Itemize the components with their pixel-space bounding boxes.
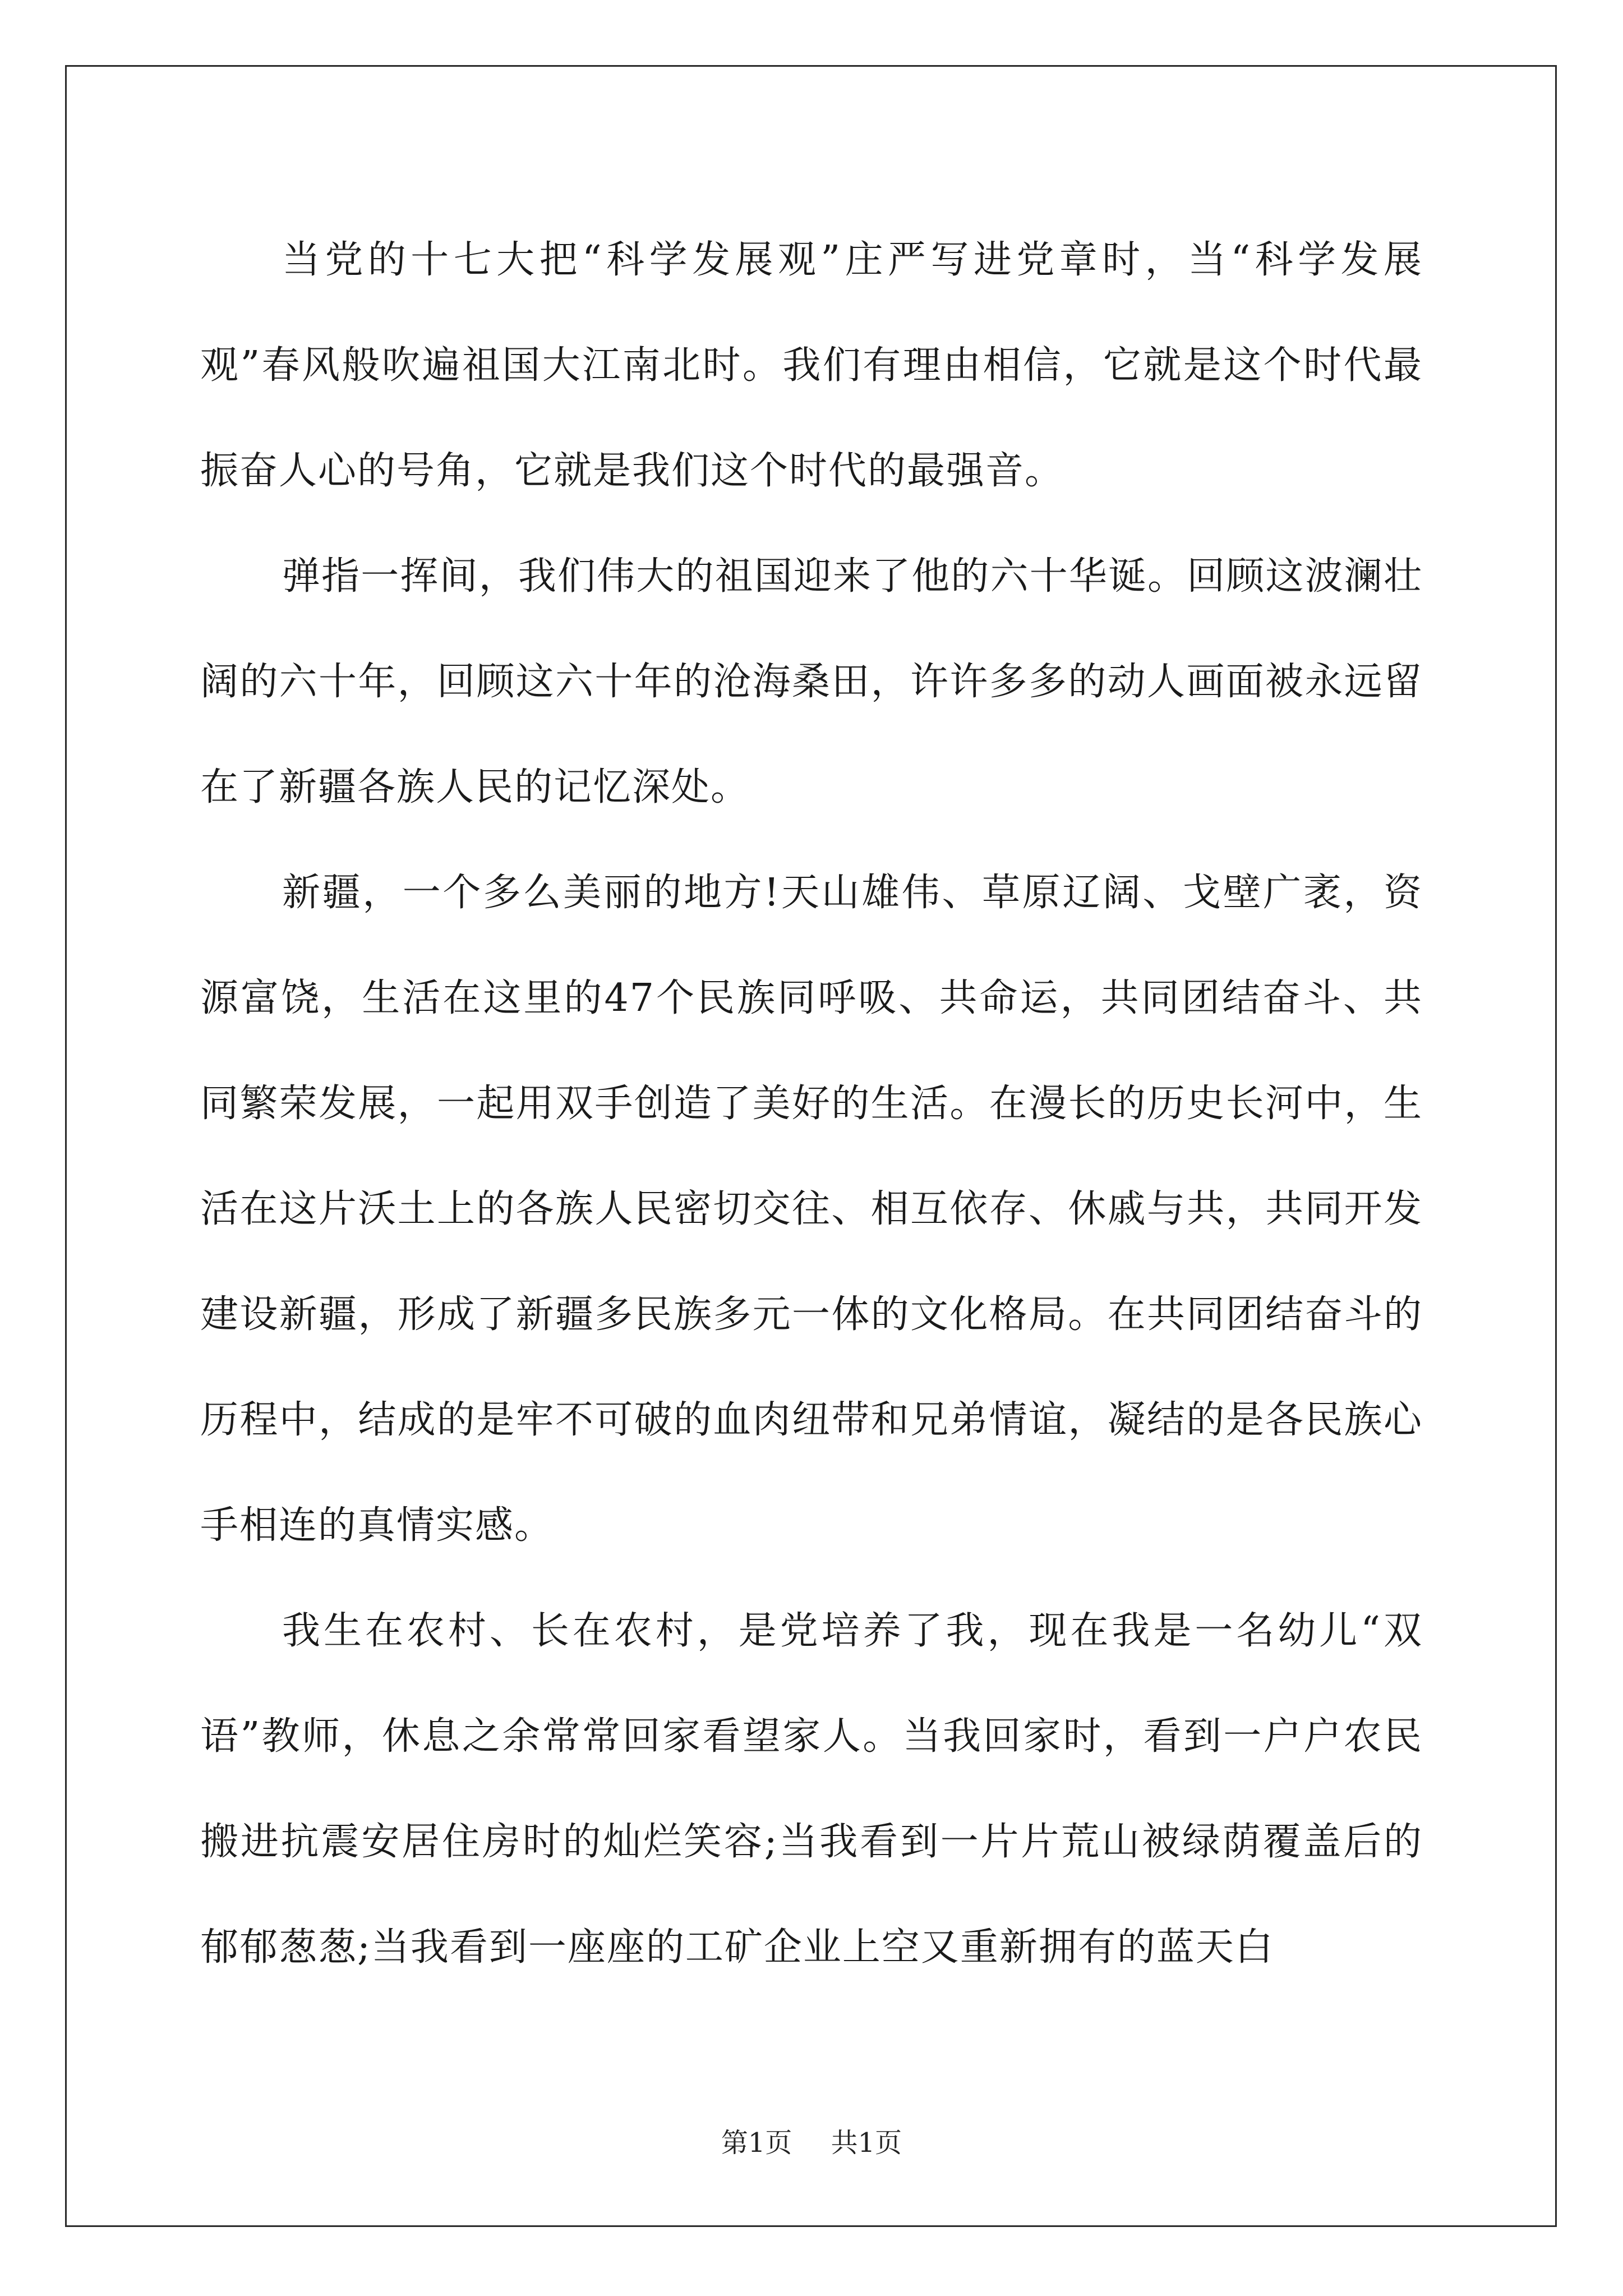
page-total: 共1页 (831, 2127, 902, 2159)
document-body (200, 208, 1423, 2000)
paragraph-3: 新疆，一个多么美丽的地方!天山雄伟、草原辽阔、戈壁广袤，资源富饶，生活在这里的47个民族同呼吸、共命运，共同团结奋斗、共同繁荣发展，一起用双手创造了美好的生活。在漫长的历史长河中，生活在这片沃土上的各族人民密切交往、相互依存、休戚与共，共同开发建设新疆，形成了新疆多民族多元一体的文化格局。在共同团结奋斗的历程中，结成的是牢不可破的血肉纽带和兄弟情谊，凝结的是各民族心手相连的真情实感。 (200, 871, 1423, 1548)
page-number: 第1页 (721, 2127, 792, 2159)
page-footer (0, 2126, 1623, 2160)
paragraph-1: 当党的十七大把“科学发展观”庄严写进党章时，当“科学发展观”春风般吹遍祖国大江南北时。我们有理由相信，它就是这个时代最振奋人心的号角，它就是我们这个时代的最强音。 (200, 238, 1423, 493)
paragraph-4: 我生在农村、长在农村，是党培养了我，现在我是一名幼儿“双语”教师，休息之余常常回家看望家人。当我回家时，看到一户户农民搬进抗震安居住房时的灿烂笑容;当我看到一片片荒山被绿荫覆盖后的郁郁葱葱;当我看到一座座的工矿企业上空又重新拥有的蓝天白 (200, 1609, 1423, 1970)
paragraph-2: 弹指一挥间，我们伟大的祖国迎来了他的六十华诞。回顾这波澜壮阔的六十年，回顾这六十年的沧海桑田，许许多多的动人画面被永远留在了新疆各族人民的记忆深处。 (200, 554, 1423, 809)
